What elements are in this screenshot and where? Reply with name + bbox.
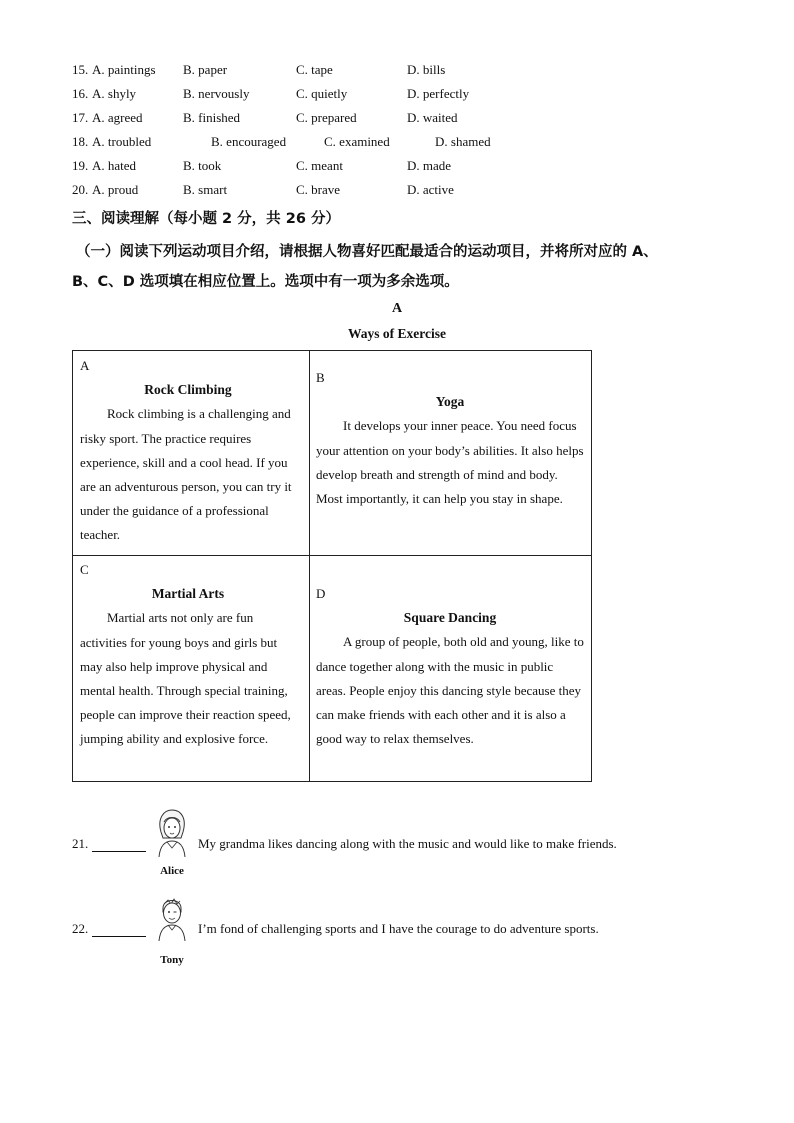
option-c: C. meant <box>296 158 343 173</box>
choice-row-17 <box>72 109 632 127</box>
table-divider-horizontal <box>73 555 591 556</box>
question-number: 20. <box>72 182 89 197</box>
option-b: B. paper <box>183 62 228 77</box>
question-number: 17. <box>72 110 89 125</box>
passage-title: Ways of Exercise <box>348 326 446 341</box>
cell-letter: B <box>316 370 325 385</box>
boy-portrait-icon <box>152 892 192 942</box>
choice-row-18 <box>72 133 632 151</box>
option-b: B. smart <box>183 182 228 197</box>
cell-title: Martial Arts <box>151 586 225 602</box>
question-number: 15. <box>72 62 89 77</box>
question-number-wrap <box>72 836 146 852</box>
option-b: B. encouraged <box>211 134 287 149</box>
question-number-wrap <box>72 921 146 937</box>
cell-text: A group of people, both old and young, like to dance together along with the music in public areas. People enjoy this dancing style because they can make friends with each other and it is also a good way to relax themselves. <box>316 634 584 747</box>
exercise-cell-b <box>316 366 584 511</box>
option-c: C. tape <box>296 62 333 77</box>
cell-title: Yoga <box>435 394 465 410</box>
cell-text: It develops your inner peace. You need focus your attention on your body’s abilities. It also helps develop breath and strength of mind and body. Most importantly, it can help you stay in shape. <box>316 418 584 507</box>
option-b: B. took <box>183 158 222 173</box>
exercise-cell-c <box>80 558 296 752</box>
cell-text: Martial arts not only are fun activities for young boys and girls but may also help improve physical and mental health. Through special training, people can improve their reaction speed, jumping ability and explosive force. <box>80 610 291 747</box>
section-instruction-line2: B、C、D 选项填在相应位置上。选项中有一项为多余选项。 <box>72 274 459 290</box>
question-22 <box>72 892 722 968</box>
exercise-table <box>72 350 592 782</box>
answer-blank[interactable] <box>92 922 146 937</box>
girl-portrait-icon <box>152 808 192 858</box>
exercise-cell-d <box>316 582 584 751</box>
question-number: 19. <box>72 158 89 173</box>
section-instruction-line1: （一）阅读下列运动项目介绍，请根据人物喜好匹配最适合的运动项目，并将所对应的 A、 <box>76 244 658 260</box>
option-d: D. waited <box>407 110 458 125</box>
option-d: D. perfectly <box>407 86 470 101</box>
table-divider-vertical <box>309 351 310 781</box>
choice-row-19 <box>72 157 632 175</box>
option-a: A. hated <box>92 158 137 173</box>
option-d: D. active <box>407 182 454 197</box>
cell-title: Square Dancing <box>403 610 497 626</box>
exercise-cell-a <box>80 354 296 548</box>
passage-label: A <box>391 301 403 316</box>
option-a: A. troubled <box>92 134 152 149</box>
choice-row-16 <box>72 85 632 103</box>
cell-letter: A <box>80 358 90 373</box>
option-a: A. proud <box>92 182 139 197</box>
option-b: B. nervously <box>183 86 250 101</box>
option-a: A. shyly <box>92 86 137 101</box>
cell-title: Rock Climbing <box>144 382 232 398</box>
option-b: B. finished <box>183 110 241 125</box>
cell-letter: C <box>80 562 89 577</box>
question-number: 21. <box>72 836 89 851</box>
section-heading: 三、阅读理解（每小题 2 分，共 26 分） <box>72 211 340 227</box>
question-21 <box>72 808 722 880</box>
cell-text: Rock climbing is a challenging and risky sport. The practice requires experience, skill and a cool head. If you are an adventurous person, you can try it under the guidance of a professional teacher. <box>80 406 292 543</box>
option-a: A. paintings <box>92 62 156 77</box>
question-number: 16. <box>72 86 89 101</box>
student-statement: My grandma likes dancing along with the music and would like to make friends. <box>198 836 617 851</box>
choice-row-15 <box>72 61 632 79</box>
option-c: C. prepared <box>296 110 357 125</box>
option-d: D. made <box>407 158 452 173</box>
option-d: D. shamed <box>435 134 491 149</box>
cell-letter: D <box>316 586 326 601</box>
option-c: C. examined <box>324 134 390 149</box>
option-a: A. agreed <box>92 110 143 125</box>
choice-row-20 <box>72 181 632 199</box>
option-d: D. bills <box>407 62 446 77</box>
option-c: C. quietly <box>296 86 348 101</box>
option-c: C. brave <box>296 182 341 197</box>
student-name: Alice <box>160 865 184 877</box>
answer-blank[interactable] <box>92 837 146 852</box>
student-statement: I’m fond of challenging sports and I have the courage to do adventure sports. <box>198 921 599 936</box>
student-name: Tony <box>160 954 184 966</box>
question-number: 22. <box>72 921 89 936</box>
question-number: 18. <box>72 134 89 149</box>
